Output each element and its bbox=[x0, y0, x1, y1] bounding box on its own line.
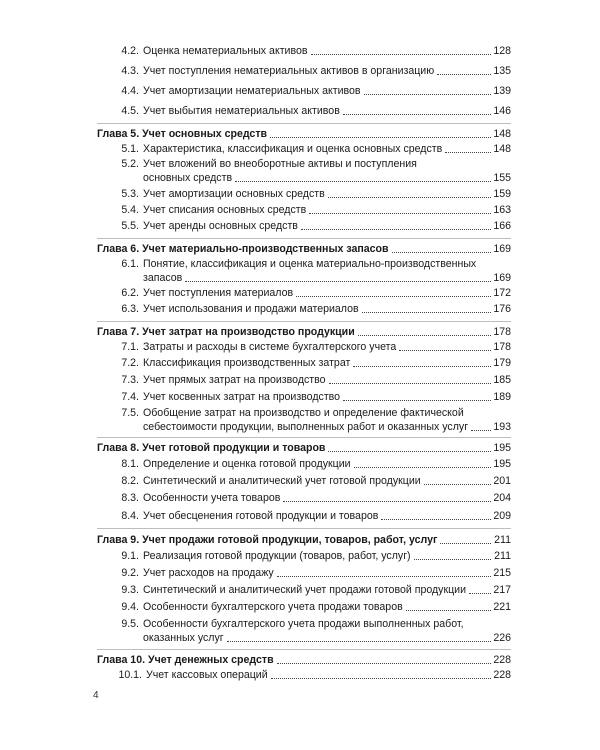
entry-page: 209 bbox=[493, 510, 511, 522]
chapter-page: 148 bbox=[493, 128, 511, 140]
entry-number: 6.3. bbox=[121, 303, 139, 315]
entry-page: 148 bbox=[493, 143, 511, 155]
entry-title: Определение и оценка готовой продукции bbox=[143, 458, 351, 470]
chapter-divider bbox=[97, 321, 511, 322]
entry-page: 169 bbox=[493, 272, 511, 284]
entry-title: Учет прямых затрат на производство bbox=[143, 374, 326, 386]
entry-title: Учет расходов на продажу bbox=[143, 567, 274, 579]
chapter-divider bbox=[97, 528, 511, 529]
entry-number: 7.3. bbox=[121, 374, 139, 386]
entry-page: 159 bbox=[493, 188, 511, 200]
entry-title-line2: себестоимости продукции, выполненных работ и оказанных услуг bbox=[143, 421, 469, 433]
entry-number: 9.2. bbox=[121, 567, 139, 579]
dot-leader bbox=[329, 382, 491, 384]
entry-number: 4.5. bbox=[121, 105, 139, 117]
dot-leader bbox=[277, 662, 491, 664]
entry-page: 185 bbox=[493, 374, 511, 386]
entry-number: 4.2. bbox=[121, 45, 139, 57]
dot-leader bbox=[437, 73, 491, 75]
entry-page: 155 bbox=[493, 172, 511, 184]
dot-leader bbox=[362, 311, 491, 313]
entry-page: 139 bbox=[493, 85, 511, 97]
entry-title-line2: оказанных услуг bbox=[143, 632, 224, 644]
dot-leader bbox=[445, 151, 491, 153]
entry-number: 6.1. bbox=[121, 258, 139, 270]
entry-title: Реализация готовой продукции (товаров, работ, услуг) bbox=[143, 550, 411, 562]
entry-title: Синтетический и аналитический учет продажи готовой продукции bbox=[143, 584, 467, 596]
entry-number: 7.5. bbox=[121, 407, 139, 419]
dot-leader bbox=[343, 113, 491, 115]
entry-page: 163 bbox=[493, 204, 511, 216]
entry-title: Учет амортизации основных средств bbox=[143, 188, 325, 200]
dot-leader bbox=[406, 609, 491, 611]
entry-page: 221 bbox=[493, 601, 511, 613]
chapter-divider bbox=[97, 123, 511, 124]
entry-page: 201 bbox=[493, 475, 511, 487]
dot-leader bbox=[283, 500, 491, 502]
dot-leader bbox=[471, 429, 491, 431]
dot-leader bbox=[227, 640, 491, 642]
entry-page: 146 bbox=[493, 105, 511, 117]
entry-title-line2: запасов bbox=[143, 272, 183, 284]
dot-leader bbox=[235, 180, 491, 182]
entry-title-line1: Обобщение затрат на производство и определение фактической bbox=[143, 407, 464, 419]
dot-leader bbox=[392, 251, 491, 253]
toc-entry[interactable] bbox=[0, 257, 600, 285]
entry-title-line1: Учет вложений во внеоборотные активы и поступления bbox=[143, 158, 417, 170]
chapter-title: Глава 8. Учет готовой продукции и товаров bbox=[97, 442, 326, 454]
entry-title-line1: Особенности бухгалтерского учета продажи выполненных работ, bbox=[143, 618, 464, 630]
entry-page: 195 bbox=[493, 458, 511, 470]
chapter-title: Глава 6. Учет материально-производственных запасов bbox=[97, 243, 389, 255]
dot-leader bbox=[358, 334, 491, 336]
entry-title: Особенности бухгалтерского учета продажи товаров bbox=[143, 601, 403, 613]
dot-leader bbox=[399, 349, 491, 351]
entry-number: 9.4. bbox=[121, 601, 139, 613]
entry-title: Оценка нематериальных активов bbox=[143, 45, 308, 57]
page-number: 4 bbox=[93, 690, 99, 701]
entry-number: 5.1. bbox=[121, 143, 139, 155]
entry-number: 8.1. bbox=[121, 458, 139, 470]
entry-number: 7.2. bbox=[121, 357, 139, 369]
entry-page: 128 bbox=[493, 45, 511, 57]
entry-title: Учет косвенных затрат на производство bbox=[143, 391, 341, 403]
entry-number: 8.3. bbox=[121, 492, 139, 504]
entry-title: Характеристика, классификация и оценка основных средств bbox=[143, 143, 443, 155]
entry-number: 6.2. bbox=[121, 287, 139, 299]
entry-title: Учет амортизации нематериальных активов bbox=[143, 85, 361, 97]
entry-page: 179 bbox=[493, 357, 511, 369]
entry-title: Классификация производственных затрат bbox=[143, 357, 351, 369]
dot-leader bbox=[424, 483, 491, 485]
entry-title: Учет кассовых операций bbox=[146, 669, 268, 681]
chapter-divider bbox=[97, 437, 511, 438]
entry-page: 172 bbox=[493, 287, 511, 299]
entry-title-line2: основных средств bbox=[143, 172, 233, 184]
entry-page: 204 bbox=[493, 492, 511, 504]
entry-page: 135 bbox=[493, 65, 511, 77]
dot-leader bbox=[414, 558, 491, 560]
entry-title: Синтетический и аналитический учет готовой продукции bbox=[143, 475, 421, 487]
dot-leader bbox=[270, 136, 491, 138]
entry-number: 9.5. bbox=[121, 618, 139, 630]
dot-leader bbox=[364, 93, 491, 95]
entry-page: 226 bbox=[493, 632, 511, 644]
entry-number: 9.1. bbox=[121, 550, 139, 562]
chapter-page: 195 bbox=[493, 442, 511, 454]
entry-number: 5.3. bbox=[121, 188, 139, 200]
dot-leader bbox=[440, 542, 491, 544]
chapter-title: Глава 10. Учет денежных средств bbox=[97, 654, 274, 666]
entry-title: Особенности учета товаров bbox=[143, 492, 281, 504]
entry-number: 5.4. bbox=[121, 204, 139, 216]
chapter-title: Глава 9. Учет продажи готовой продукции, товаров, работ, услуг bbox=[97, 534, 438, 546]
entry-number: 5.2. bbox=[121, 158, 139, 170]
entry-page: 193 bbox=[493, 421, 511, 433]
entry-title: Учет поступления материалов bbox=[143, 287, 294, 299]
chapter-title: Глава 7. Учет затрат на производство продукции bbox=[97, 326, 355, 338]
entry-number: 5.5. bbox=[121, 220, 139, 232]
chapter-page: 228 bbox=[493, 654, 511, 666]
dot-leader bbox=[328, 196, 491, 198]
entry-number: 7.1. bbox=[121, 341, 139, 353]
dot-leader bbox=[277, 575, 491, 577]
entry-page: 217 bbox=[493, 584, 511, 596]
entry-page: 166 bbox=[493, 220, 511, 232]
entry-title-line1: Понятие, классификация и оценка материально-производственных bbox=[143, 258, 477, 270]
toc-entry[interactable] bbox=[0, 617, 600, 645]
dot-leader bbox=[328, 450, 491, 452]
entry-title: Учет поступления нематериальных активов в организацию bbox=[143, 65, 435, 77]
entry-number: 7.4. bbox=[121, 391, 139, 403]
entry-number: 10.1. bbox=[118, 669, 142, 681]
chapter-page: 211 bbox=[494, 534, 511, 546]
entry-page: 189 bbox=[493, 391, 511, 403]
entry-page: 211 bbox=[494, 550, 511, 562]
dot-leader bbox=[469, 592, 491, 594]
dot-leader bbox=[311, 53, 492, 55]
dot-leader bbox=[185, 280, 491, 282]
toc-entry[interactable] bbox=[0, 406, 600, 434]
entry-title: Затраты и расходы в системе бухгалтерского учета bbox=[143, 341, 397, 353]
dot-leader bbox=[296, 295, 491, 297]
entry-number: 8.4. bbox=[121, 510, 139, 522]
entry-page: 228 bbox=[493, 669, 511, 681]
dot-leader bbox=[353, 365, 491, 367]
dot-leader bbox=[381, 518, 491, 520]
entry-number: 4.3. bbox=[121, 65, 139, 77]
entry-number: 9.3. bbox=[121, 584, 139, 596]
entry-title: Учет выбытия нематериальных активов bbox=[143, 105, 340, 117]
chapter-title: Глава 5. Учет основных средств bbox=[97, 128, 268, 140]
entry-page: 176 bbox=[493, 303, 511, 315]
dot-leader bbox=[271, 677, 491, 679]
chapter-page: 169 bbox=[493, 243, 511, 255]
toc-entry[interactable] bbox=[0, 157, 600, 185]
entry-number: 8.2. bbox=[121, 475, 139, 487]
entry-title: Учет аренды основных средств bbox=[143, 220, 298, 232]
dot-leader bbox=[343, 399, 491, 401]
entry-title: Учет использования и продажи материалов bbox=[143, 303, 359, 315]
chapter-divider bbox=[97, 649, 511, 650]
dot-leader bbox=[354, 466, 491, 468]
entry-title: Учет обесценения готовой продукции и товаров bbox=[143, 510, 379, 522]
chapter-page: 178 bbox=[493, 326, 511, 338]
entry-title: Учет списания основных средств bbox=[143, 204, 307, 216]
dot-leader bbox=[301, 228, 491, 230]
dot-leader bbox=[309, 212, 491, 214]
chapter-divider bbox=[97, 238, 511, 239]
entry-page: 178 bbox=[493, 341, 511, 353]
entry-number: 4.4. bbox=[121, 85, 139, 97]
entry-page: 215 bbox=[493, 567, 511, 579]
